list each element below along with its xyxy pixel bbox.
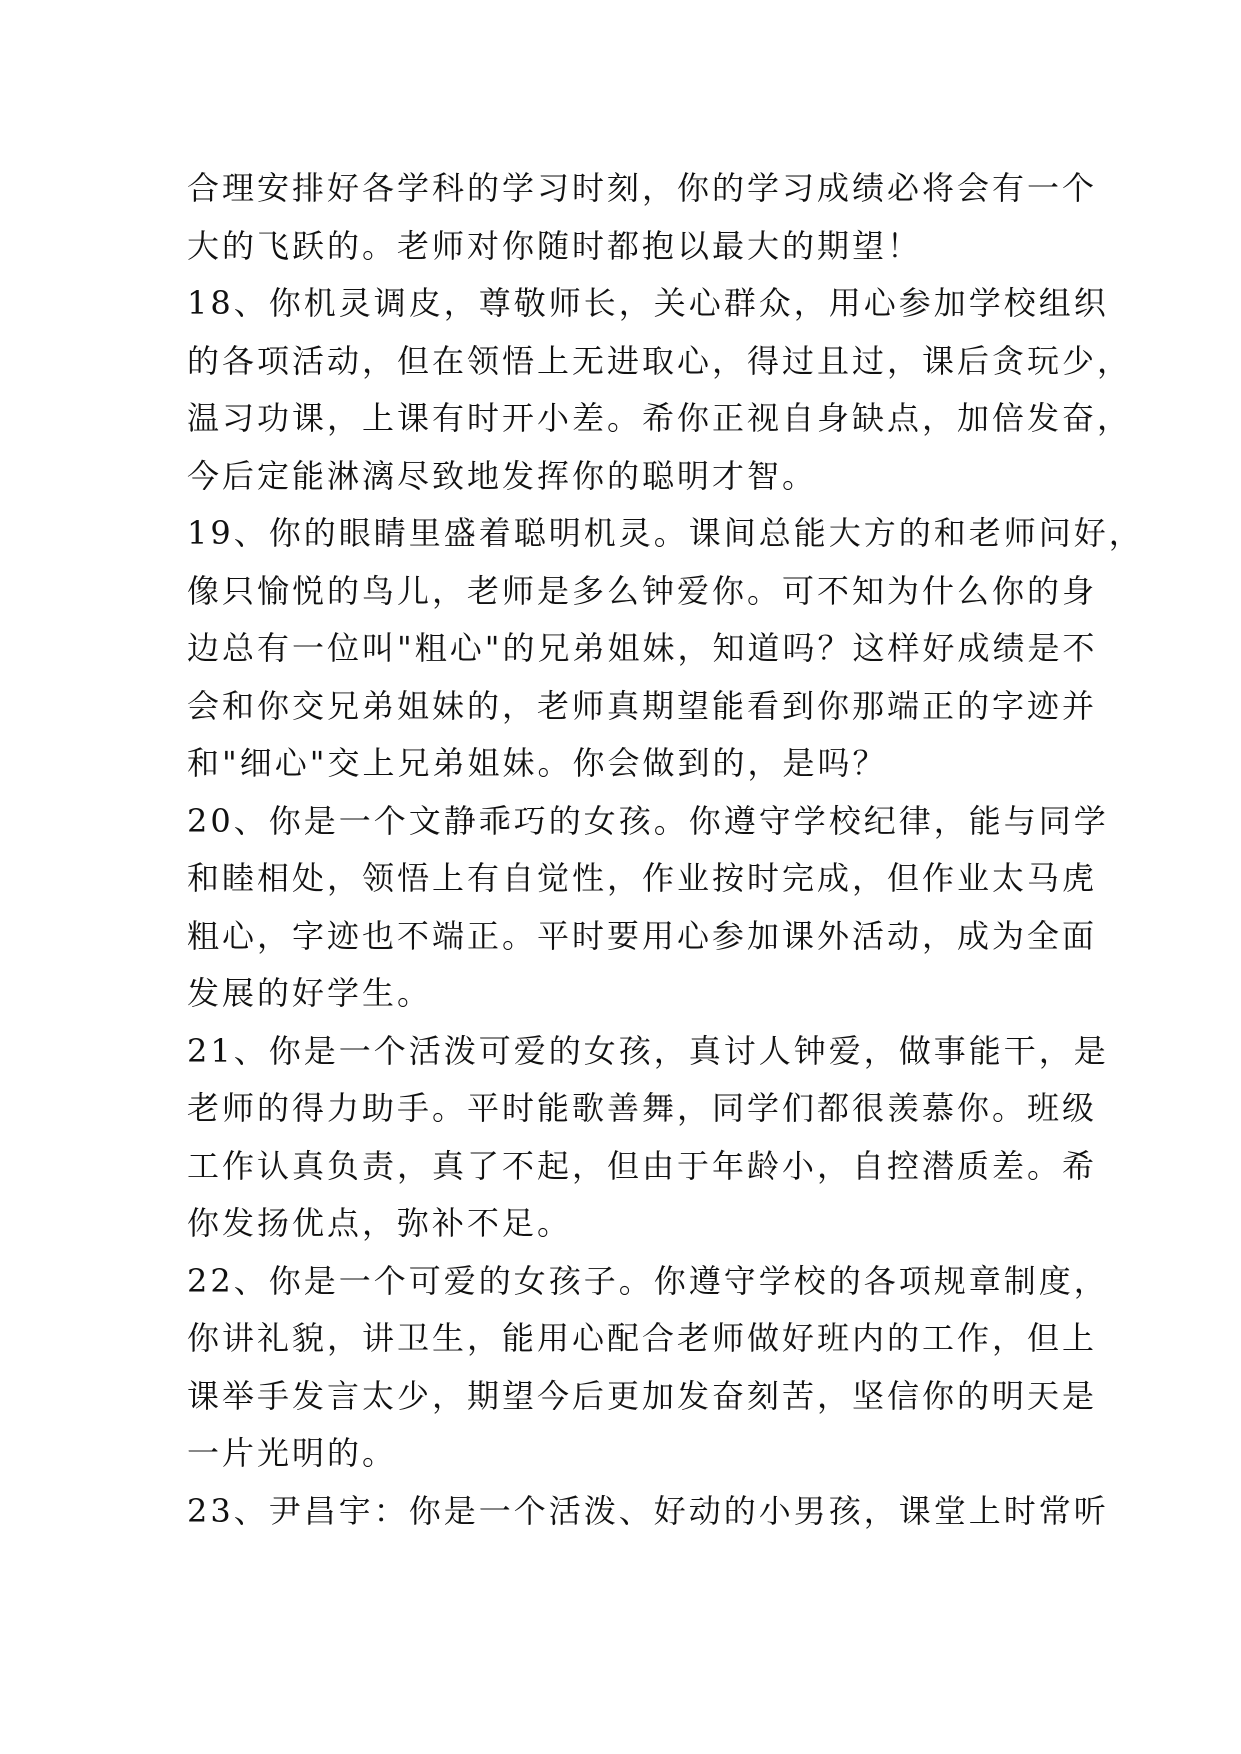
text-line: 你发扬优点，弥补不足。 — [187, 1204, 573, 1242]
text-line: 你讲礼貌，讲卫生，能用心配合老师做好班内的工作，但上 — [187, 1319, 1098, 1357]
text-line: 大的飞跃的。老师对你随时都抱以最大的期望！ — [187, 226, 923, 265]
text-line: 课举手发言太少，期望今后更加发奋刻苦，坚信你的明天是 — [187, 1376, 1098, 1415]
text-line: 今后定能淋漓尽致地发挥你的聪明才智。 — [187, 456, 818, 495]
text-line: 工作认真负责，真了不起，但由于年龄小，自控潜质差。希 — [187, 1146, 1098, 1185]
text-line: 粗心，字迹也不端正。平时要用心参加课外活动，成为全面 — [187, 916, 1098, 955]
text-line: 23、尹昌宇：你是一个活泼、好动的小男孩，课堂上时常听 — [187, 1491, 1109, 1530]
text-line: 合理安排好各学科的学习时刻，你的学习成绩必将会有一个 — [187, 169, 1098, 207]
text-line: 老师的得力助手。平时能歌善舞，同学们都很羡慕你。班级 — [187, 1089, 1098, 1127]
text-line: 一片光明的。 — [187, 1434, 398, 1472]
text-line: 和睦相处，领悟上有自觉性，作业按时完成，但作业太马虎 — [187, 859, 1098, 897]
text-line: 21、你是一个活泼可爱的女孩，真讨人钟爱，做事能干，是 — [187, 1031, 1109, 1070]
text-line: 发展的好学生。 — [187, 974, 433, 1012]
text-line: 会和你交兄弟姐妹的，老师真期望能看到你那端正的字迹并 — [187, 686, 1098, 725]
text-line: 像只愉悦的鸟儿，老师是多么钟爱你。可不知为什么你的身 — [187, 571, 1098, 610]
text-line: 19、你的眼睛里盛着聪明机灵。课间总能大方的和老师问好， — [187, 514, 1144, 552]
text-line: 18、你机灵调皮，尊敬师长，关心群众，用心参加学校组织 — [187, 284, 1109, 322]
text-line: 的各项活动，但在领悟上无进取心，得过且过，课后贪玩少， — [187, 341, 1133, 380]
text-line: 温习功课，上课有时开小差。希你正视自身缺点，加倍发奋， — [187, 399, 1133, 437]
text-line: 边总有一位叫"粗心"的兄弟姐妹，知道吗？这样好成绩是不 — [187, 629, 1098, 667]
text-line: 和"细心"交上兄弟姐妹。你会做到的，是吗？ — [187, 744, 888, 782]
document-body — [187, 160, 1144, 1540]
text-line: 22、你是一个可爱的女孩子。你遵守学校的各项规章制度， — [187, 1261, 1109, 1300]
text-line: 20、你是一个文静乖巧的女孩。你遵守学校纪律，能与同学 — [187, 801, 1109, 840]
